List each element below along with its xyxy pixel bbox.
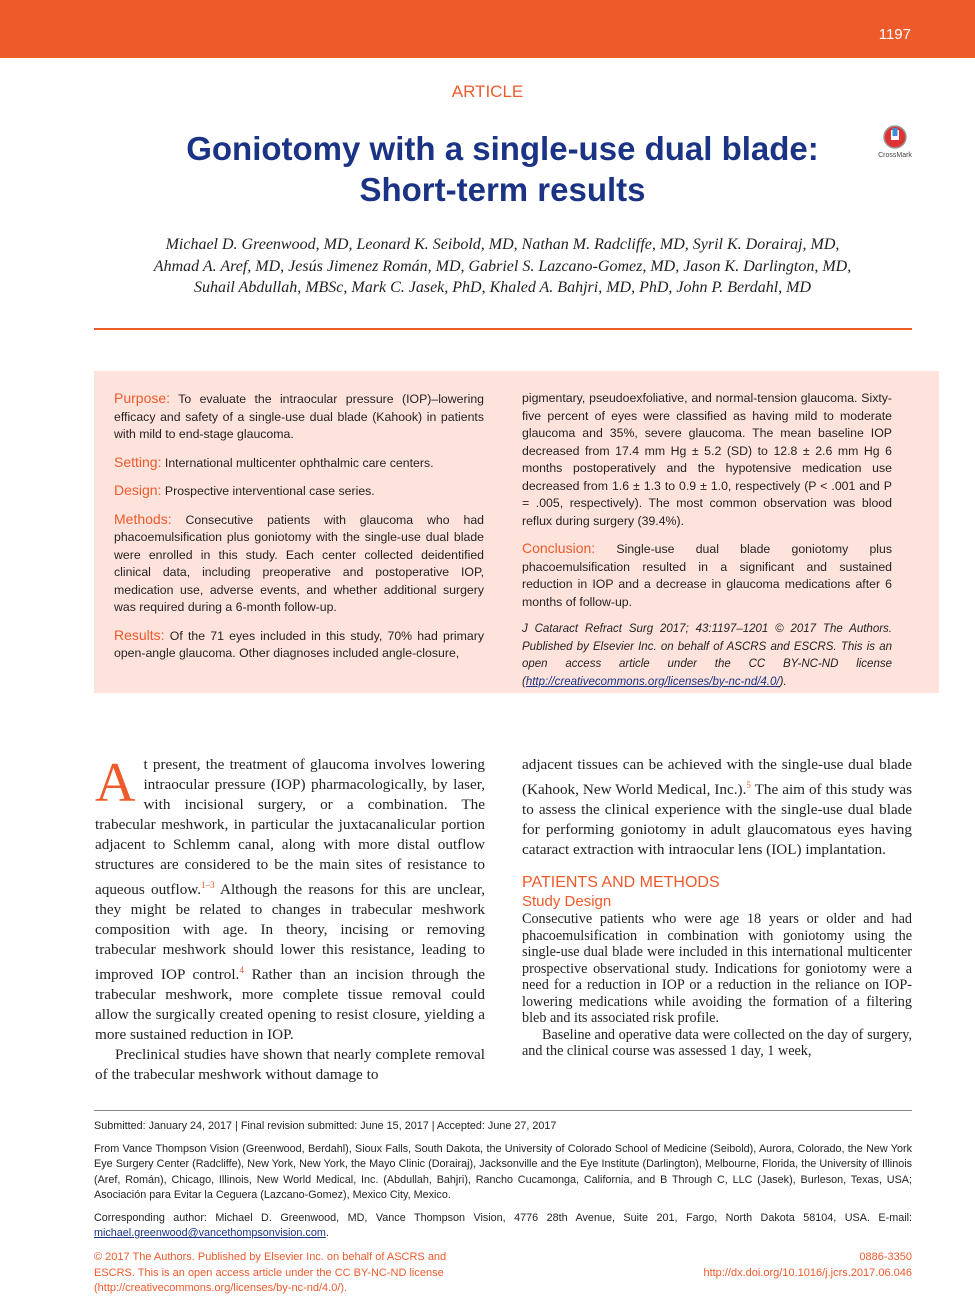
corresponding-author: Corresponding author: Michael D. Greenwood, MD, Vance Thompson Vision, 4776 28th Avenue, Suite 201, Fargo, North Dakota 58104, USA. E-mail: michael.greenwood@vancethompsonvision.com. bbox=[94, 1211, 912, 1239]
intro-paragraph-2: Preclinical studies have shown that nearly complete removal of the trabecular meshwork without damage to bbox=[95, 1046, 485, 1083]
abstract-right-column bbox=[522, 390, 892, 691]
journal-citation: J Cataract Refract Surg 2017; 43:1197–1201 © 2017 The Authors. Published by Elsevier Inc. on behalf of ASCRS and ESCRS. This is an open access article under the CC BY-NC-ND license (http://creativecommons.org/licenses/by-nc-nd/4.0/). bbox=[522, 623, 892, 688]
footnotes bbox=[94, 1110, 912, 1249]
authors-line-1: Michael D. Greenwood, MD, Leonard K. Seibold, MD, Nathan M. Radcliffe, MD, Syril K. Dorairaj, MD, bbox=[165, 236, 840, 253]
body-right-column bbox=[522, 755, 912, 1060]
publication-info bbox=[640, 1250, 912, 1281]
affiliations: From Vance Thompson Vision (Greenwood, Berdahl), Sioux Falls, South Dakota, the University of Colorado School of Medicine (Seibold), Aurora, Colorado, the New York Eye Surgery Center (Radcliffe), New York, New York, the Mayo Clinic (Dorairaj), Jacksonville and the Eye Institute (Darlington), Melbourne, Florida, the University of Illinois (Aref, Román), Chicago, Illinois, New World Medical, Inc. (Abdullah, Bahjri), Rancho Cucamonga, California, and B Through C, LLC (Jasek), Burleson, Texas, USA; Asociación para Evitar la Ceguera (Lazcano-Gomez), Mexico City, Mexico. bbox=[94, 1142, 912, 1201]
drop-cap: A bbox=[95, 752, 136, 814]
section-heading: PATIENTS AND METHODS bbox=[522, 874, 720, 891]
conclusion-text: Single-use dual blade goniotomy plus phacoemulsification resulted in a significant and sustained reduction in IOP and a decrease in glaucoma medications after 6 months of follow-up. bbox=[522, 542, 893, 609]
methods-text: Consecutive patients with glaucoma who had phacoemulsification plus goniotomy with the single-use dual blade were enrolled in this study. Each center collected deidentified clinical data, including preoperative and postoperative IOP, medication use, adverse events, and whether additional surgery was required during a 6-month follow-up. bbox=[114, 512, 484, 614]
results-text-b: pigmentary, pseudoexfoliative, and normal-tension glaucoma. Sixty-five percent of eyes were classified as having mild to moderate glaucoma and 35%, severe glaucoma. The mean baseline IOP decreased from 17.4 mm Hg ± 5.2 (SD) to 12.8 ± 2.6 mm Hg 6 months postoperatively and the hypotensive medication use decreased from 1.6 ± 1.3 to 0.9 ± 1.0, respectively (P < .001 and P = .005, respectively). The most common observation was blood reflux during surgery (39.4%). bbox=[522, 391, 892, 528]
conclusion-heading: Conclusion: bbox=[522, 540, 596, 556]
email-link[interactable]: michael.greenwood@vancethompsonvision.com bbox=[94, 1227, 326, 1239]
setting-heading: Setting: bbox=[114, 453, 162, 470]
section-label: ARTICLE bbox=[451, 82, 524, 101]
license-notice: © 2017 The Authors. Published by Elsevier Inc. on behalf of ASCRS and ESCRS. This is an open access article under the CC BY-NC-ND license (http://creativecommons.org/licenses/by-nc-nd/4.0/). bbox=[94, 1251, 447, 1294]
methods-heading: Methods: bbox=[114, 510, 172, 527]
purpose-text: To evaluate the intraocular pressure (IOP)–lowering efficacy and safety of a single-use dual blade (Kahook) in patients with mild to end-stage glaucoma. bbox=[114, 392, 484, 441]
body-left-column bbox=[95, 752, 485, 1085]
design-text: Prospective interventional case series. bbox=[164, 484, 375, 498]
issn: 0886-3350 bbox=[859, 1251, 912, 1263]
article-title bbox=[100, 128, 905, 210]
results-text-a: Of the 71 eyes included in this study, 70% had primary open-angle glaucoma. Other diagnoses included angle-closure, bbox=[114, 628, 484, 660]
design-heading: Design: bbox=[114, 482, 162, 498]
title-line-1: Goniotomy with a single-use dual blade: bbox=[186, 130, 819, 167]
methods-paragraph-2: Baseline and operative data were collected on the day of surgery, and the clinical course was assessed 1 day, 1 week, bbox=[522, 1026, 912, 1059]
reference-link[interactable]: 5 bbox=[746, 780, 751, 790]
authors-line-2: Ahmad A. Aref, MD, Jesús Jimenez Román, MD, Gabriel S. Lazcano-Gomez, MD, Jason K. Darlington, MD, bbox=[153, 257, 852, 275]
page-number: 1197 bbox=[878, 26, 911, 43]
license-link[interactable]: http://creativecommons.org/licenses/by-nc-nd/4.0/ bbox=[525, 675, 780, 688]
title-divider bbox=[94, 328, 912, 330]
authors-line-3: Suhail Abdullah, MBSc, Mark C. Jasek, PhD, Khaled A. Bahjri, MD, PhD, John P. Berdahl, MD bbox=[193, 279, 812, 296]
methods-paragraph-1: Consecutive patients who were age 18 years or older and had phacoemulsification in combination with goniotomy using the single-use dual blade were included in this international multicenter prospective observational study. Indications for goniotomy were a need for a reduction in IOP or a reduction in the reliance on IOP-lowering medications while avoiding the formation of a filtering bleb and its associated risk profile. bbox=[522, 911, 912, 1026]
doi-link[interactable]: http://dx.doi.org/10.1016/j.jcrs.2017.06.046 bbox=[703, 1266, 912, 1279]
abstract-left-column bbox=[114, 390, 484, 673]
crossmark-label: CrossMark bbox=[878, 152, 912, 159]
title-line-2: Short-term results bbox=[359, 171, 646, 208]
reference-link[interactable]: 4 bbox=[239, 965, 244, 975]
author-list bbox=[60, 234, 945, 299]
setting-text: International multicenter ophthalmic care centers. bbox=[164, 455, 434, 470]
header-bar bbox=[0, 0, 975, 58]
license-url-link[interactable]: (http://creativecommons.org/licenses/by-nc-nd/4.0/). bbox=[94, 1282, 348, 1294]
reference-link[interactable]: 1–3 bbox=[201, 880, 215, 890]
intro-paragraph-3: adjacent tissues can be achieved with the single-use dual blade (Kahook, New World Medical, Inc.).$^5$ The aim of this study was to assess the clinical experience with the single-use dual blade for performing goniotomy in adult glaucomatous eyes having cataract extraction with intraocular lens (IOL) implantation. bbox=[522, 756, 912, 858]
submission-dates: Submitted: January 24, 2017 | Final revision submitted: June 15, 2017 | Accepted: June 27, 2017 bbox=[94, 1120, 557, 1132]
abstract-box bbox=[94, 371, 939, 693]
purpose-heading: Purpose: bbox=[114, 390, 171, 406]
subsection-heading: Study Design bbox=[522, 893, 612, 910]
results-heading: Results: bbox=[114, 626, 165, 643]
intro-paragraph-1: At present, the treatment of glaucoma involves lowering intraocular pressure (IOP) pharmacologically, by laser, with incisional surgery, or a combination. The trabecular meshwork, in particular the juxtacanalicular portion adjacent to Schlemm canal, along with more distal outflow structures are considered to be the main sites of resistance to aqueous outflow.$^{1-3}$ Although the reasons for this are unclear, they might be related to changes in trabecular meshwork composition with age. In theory, incising or removing trabecular meshwork should lower this resistance, leading to improved IOP control.$^4$ Rather than an incision through the trabecular meshwork, more complete tissue removal could allow the surgically created opening to resist closure, yielding a more sustained reduction in IOP. bbox=[95, 752, 485, 1043]
crossmark-icon[interactable] bbox=[876, 124, 914, 160]
